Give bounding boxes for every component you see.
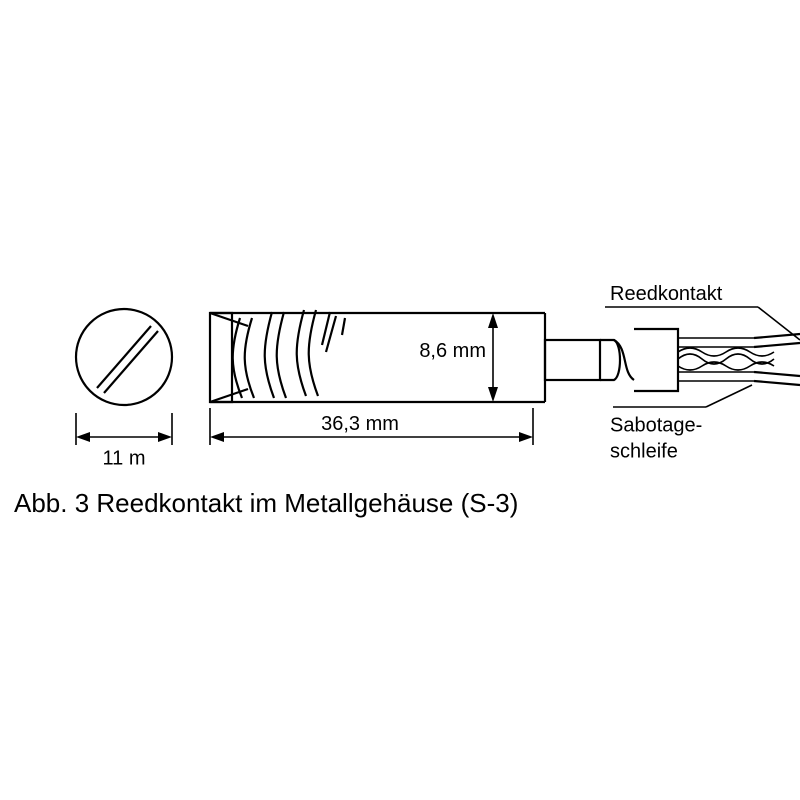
- arrow-right-icon: [519, 432, 533, 442]
- sabotageschleife-label-line2: schleife: [610, 440, 678, 463]
- arrow-down-icon: [488, 387, 498, 402]
- screw-head-circle-icon: [76, 309, 172, 405]
- braided-wire: [678, 348, 774, 370]
- sensor-body: [210, 310, 600, 402]
- reedkontakt-label: Reedkontakt: [610, 283, 723, 305]
- arrow-right-icon: [158, 432, 172, 442]
- diameter-label: 11 m: [102, 447, 146, 470]
- length-label: 36,3 mm: [321, 413, 399, 435]
- arrow-left-icon: [76, 432, 90, 442]
- length-dimension: [210, 408, 533, 445]
- arrow-left-icon: [210, 432, 224, 442]
- height-dimension: [419, 313, 498, 402]
- callout-reedkontakt: [605, 283, 800, 340]
- height-label: 8,6 mm: [419, 340, 486, 362]
- cable-assembly: [600, 329, 800, 391]
- diameter-dimension: [76, 413, 172, 470]
- figure-caption: Abb. 3 Reedkontakt im Metallgehäuse (S-3): [14, 488, 519, 518]
- sabotageschleife-label-line1: Sabotage-: [610, 414, 703, 437]
- callout-sabotageschleife: [610, 385, 752, 463]
- arrow-up-icon: [488, 313, 498, 328]
